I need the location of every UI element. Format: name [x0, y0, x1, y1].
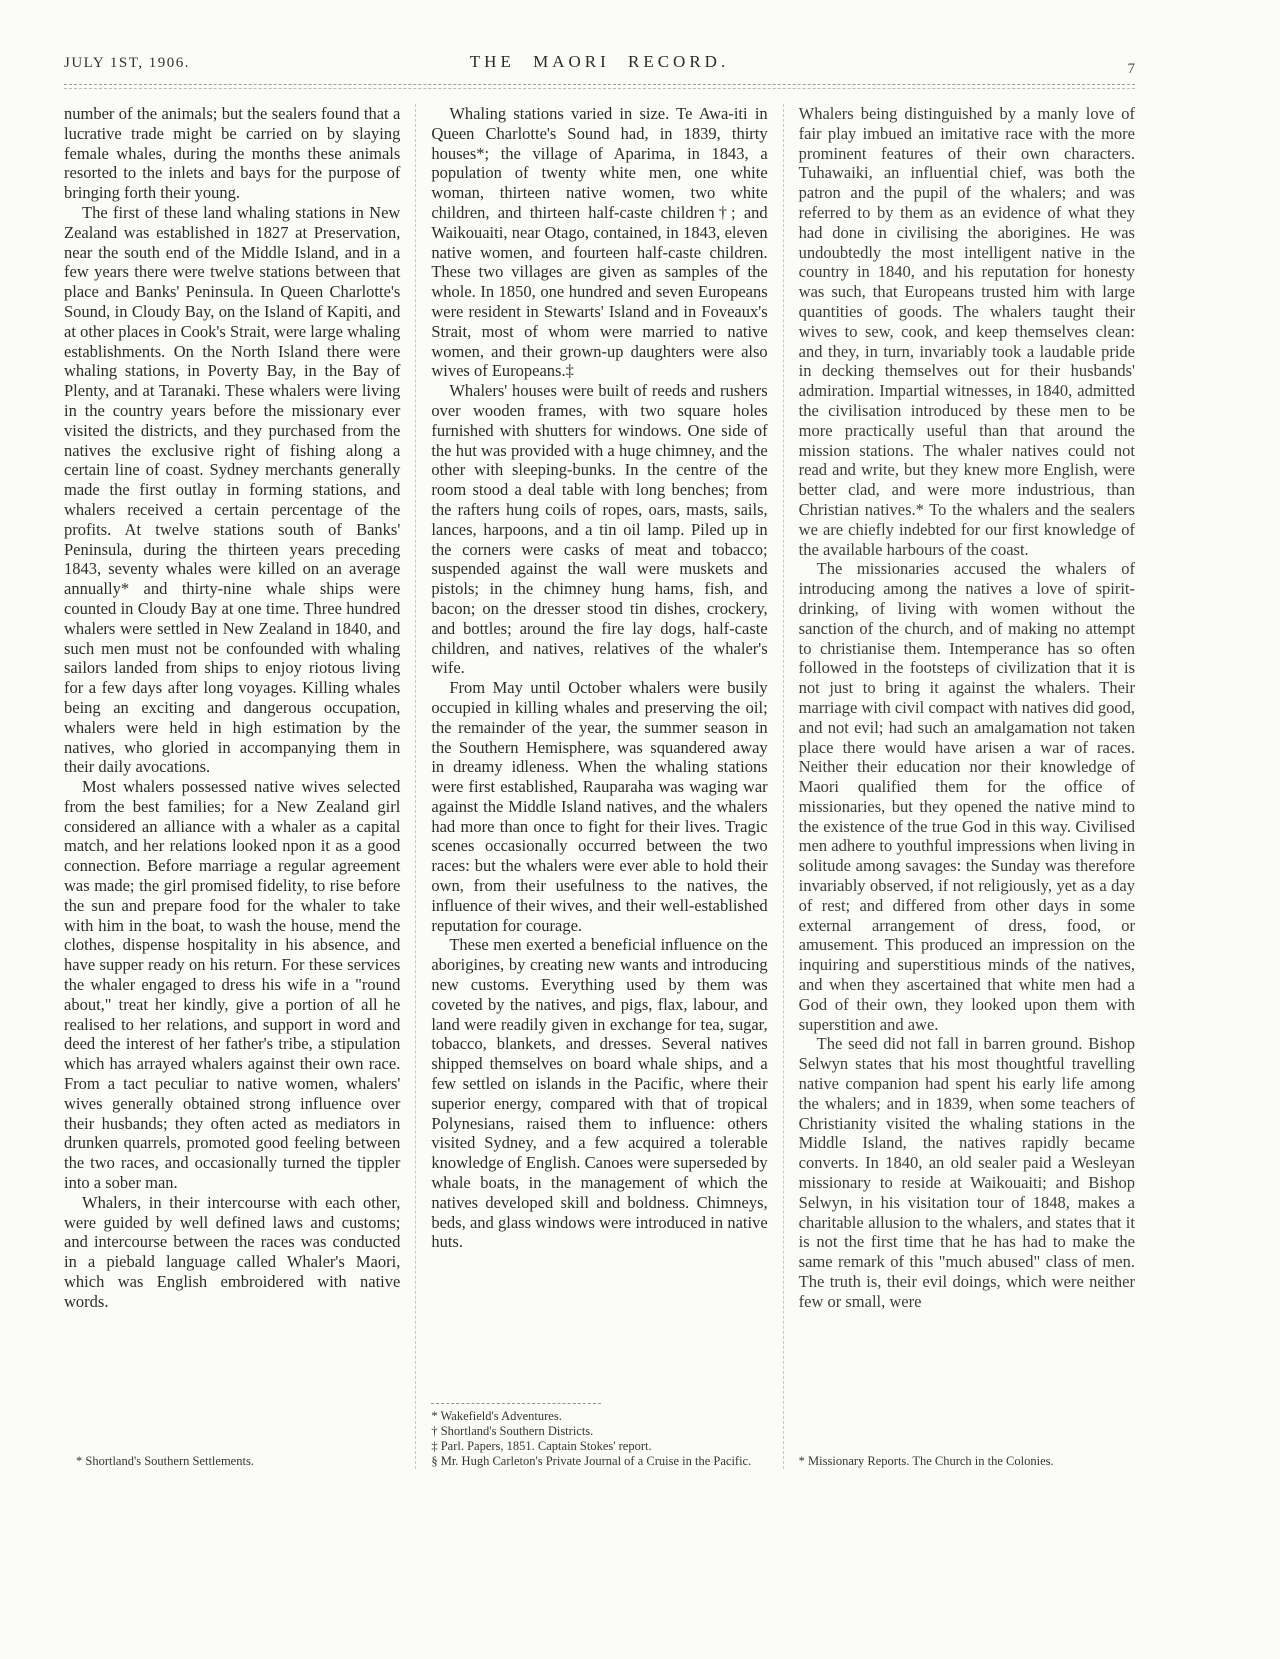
column-1 [64, 104, 415, 1469]
masthead-double-rule [64, 84, 1135, 89]
paragraph: Whalers' houses were built of reeds and rushers over wooden frames, with two square holes furnished with shutters for windows. One side of the hut was provided with a huge chimney, and the other with sleeping-bunks. In the centre of the room stood a deal table with long benches; from the rafters hung coils of ropes, oars, masts, sails, lances, harpoons, and a tin oil lamp. Piled up in the corners were casks of meat and tobacco; suspended against the wall were muskets and pistols; in the chimney hung hams, fish, and bacon; on the dresser stood tin dishes, crockery, and bottles; around the fire lay dogs, half-caste children, and natives, relatives of the whaler's wife. [431, 381, 768, 678]
paragraph: Whaling stations varied in size. Te Awa-iti in Queen Charlotte's Sound had, in 1839, thirty houses*; the village of Aparima, in 1843, a population of twenty white men, one white woman, thirteen native women, two white children, and thirteen half-caste children†; and Waikouaiti, near Otago, contained, in 1843, eleven native women, and fourteen half-caste children. These two villages are given as samples of the whole. In 1850, one hundred and seven Europeans were resident in Stewarts' Island and in Foveaux's Strait, most of whom were married to native women, and their grown-up daughters were also wives of Europeans.‡ [431, 104, 768, 381]
column-1-body [64, 104, 400, 1312]
paragraph: From May until October whalers were busily occupied in killing whales and preserving the oil; the remainder of the year, the summer season in the Southern Hemisphere, was squandered away in dreamy idleness. When the whaling stations were first established, Rauparaha was waging war against the Middle Island natives, and the whalers had more than once to fight for their lives. Tragic scenes occasionally occurred between the two races: but the whalers were ever able to hold their own, from their usefulness to the natives, the influence of their wives, and their well-established reputation for courage. [431, 678, 768, 935]
paragraph: Whalers being distinguished by a manly love of fair play imbued an imitative race with the more prominent features of their own characters. Tuhawaiki, an influential chief, was both the patron and the pupil of the whalers; and was referred to by them as an evidence of what they had done in civilising the aborigines. He was undoubtedly the most intelligent native in the country in 1840, and his reputation for honesty was such, that Europeans trusted him with large quantities of goods. The whalers taught their wives to sew, cook, and keep themselves clean: and they, in turn, invariably took a laudable pride in decking themselves out for their husbands' admiration. Impartial witnesses, in 1840, admitted the civilisation introduced by these men to be more practically useful than that around the mission stations. The whaler natives could not read and write, but they knew more English, were better clad, and were more industrious, than Christian natives.* To the whalers and the sealers we are chiefly indebted for our first knowledge of the available harbours of the coast. [798, 104, 1135, 559]
column-2 [415, 104, 782, 1469]
paragraph: number of the animals; but the sealers found that a lucrative trade might be carried on by slaying female whales, during the months these animals resorted to the inlets and bays for the purpose of bringing forth their young. [64, 104, 401, 203]
page-header [64, 52, 1135, 77]
footnote-rule [431, 1403, 601, 1404]
column-2-body [431, 104, 767, 1252]
paragraph: The seed did not fall in barren ground. Bishop Selwyn states that his most thoughtful travelling native companion had spent his early life among the whalers; and in 1839, when some teachers of Christianity visited the whaling stations in the Middle Island, the natives rapidly became converts. In 1840, an old sealer paid a Wesleyan missionary to reside at Waikouaiti; and Bishop Selwyn, in his visitation tour of 1848, makes a charitable allusion to the whalers, and states that it is not the first time that he has had to make the same remark of this "much abused" class of men. The truth is, their evil doings, which were neither few or small, were [798, 1034, 1135, 1311]
column-2-footnotes [431, 1395, 767, 1469]
page-number: 7 [1127, 61, 1135, 77]
column-3-body [799, 104, 1135, 1312]
column-3-footnotes [799, 1446, 1135, 1469]
paragraph: The missionaries accused the whalers of introducing among the natives a love of spirit-drinking, of living with women without the sanction of the church, and of making no attempt to christianise them. Intemperance has so often followed in the footsteps of civilization that it is not just to bring it against the whalers. Their marriage with civil compact with natives did good, and not evil; had such an amalgamation not taken place there would have arisen a war of races. Neither their education nor their knowledge of Maori qualified them for the office of missionaries, but they opened the native mind to the existence of the true God in this way. Civilised men adhere to youthful impressions when living in solitude among savages: the Sunday was therefore invariably observed, if not religiously, yet as a day of rest; and differed from other days in some external arrangement of dress, food, or amusement. This produced an impression on the inquiring and superstitious minds of the natives, and when they ascertained that white men had a God of their own, they looked upon them with superstition and awe. [798, 559, 1135, 1034]
footnote: * Wakefield's Adventures. [431, 1409, 562, 1423]
paragraph: Most whalers possessed native wives selected from the best families; for a New Zealand girl considered an alliance with a whaler as a capital match, and her relations looked npon it as a good connection. Before marriage a regular agreement was made; the girl promised fidelity, to rise before the sun and prepare food for the whaler to take with him in the boat, to wash the house, mend the clothes, dispense hospitality in his absence, and have supper ready on his return. For these services the whaler engaged to dress his wife in a "round about," treat her kindly, give a portion of all he realised to her relations, and support in word and deed the interest of her father's tribe, a stipulation which has arrayed whalers against their own race. From a tact peculiar to native women, whalers' wives generally obtained strong influence over their husbands; they often acted as mediators in drunken quarrels, promoted good feeling between the two races, and occasionally turned the tippler into a sober man. [64, 777, 401, 1193]
column-1-footnotes [64, 1446, 400, 1469]
paragraph: These men exerted a beneficial influence on the aborigines, by creating new wants and introducing new customs. Everything used by them was coveted by the natives, and pigs, flax, labour, and land were readily given in exchange for tea, sugar, tobacco, blankets, and dresses. Several natives shipped themselves on board whale ships, and a few settled on islands in the Pacific, where their superior energy, compared with that of tropical Polynesians, raised them to influence: others visited Sydney, and a few acquired a tolerable knowledge of English. Canoes were superseded by whale boats, in the management of which the natives developed skill and boldness. Chimneys, beds, and glass windows were introduced in native huts. [431, 935, 768, 1252]
article-columns [64, 104, 1135, 1469]
footnote: * Shortland's Southern Settlements. [76, 1454, 254, 1468]
footnote: ‡ Parl. Papers, 1851. Captain Stokes' report. [431, 1439, 652, 1453]
footnote: § Mr. Hugh Carleton's Private Journal of a Cruise in the Pacific. [431, 1454, 752, 1468]
column-3 [783, 104, 1135, 1469]
publication-title: THE MAORI RECORD. [469, 52, 730, 71]
footnote: * Missionary Reports. The Church in the Colonies. [798, 1454, 1054, 1468]
paragraph: Whalers, in their intercourse with each other, were guided by well defined laws and customs; and intercourse between the races was conducted in a piebald language called Whaler's Maori, which was English embroidered with native words. [64, 1192, 401, 1311]
paragraph: The first of these land whaling stations in New Zealand was established in 1827 at Preservation, near the south end of the Middle Island, and in a few years there were twelve stations between that place and Banks' Peninsula. In Queen Charlotte's Sound, in Cloudy Bay, on the Island of Kapiti, and at other places in Cook's Strait, were large whaling establishments. On the North Island there were whaling stations, in Poverty Bay, in the Bay of Plenty, and at Taranaki. These whalers were living in the country years before the missionary ever visited the districts, and they purchased from the natives the exclusive right of fishing along a certain line of coast. Sydney merchants generally made the first outlay in forming stations, and whalers received a certain percentage of the profits. At twelve stations south of Banks' Peninsula, during the thirteen years preceding 1843, seventy whales were killed on an average annually* and thirty-nine whale ships were counted in Cloudy Bay at one time. Three hundred whalers were settled in New Zealand in 1840, and such men must not be confounded with whaling sailors landed from ships to enjoy riotous living for a few days after long voyages. Killing whales being an exciting and dangerous occupation, whalers were held in high estimation by the natives, who gloried in accompanying them in their daily avocations. [64, 202, 401, 777]
issue-date: JULY 1ST, 1906. [64, 55, 190, 71]
footnote: † Shortland's Southern Districts. [431, 1424, 594, 1438]
